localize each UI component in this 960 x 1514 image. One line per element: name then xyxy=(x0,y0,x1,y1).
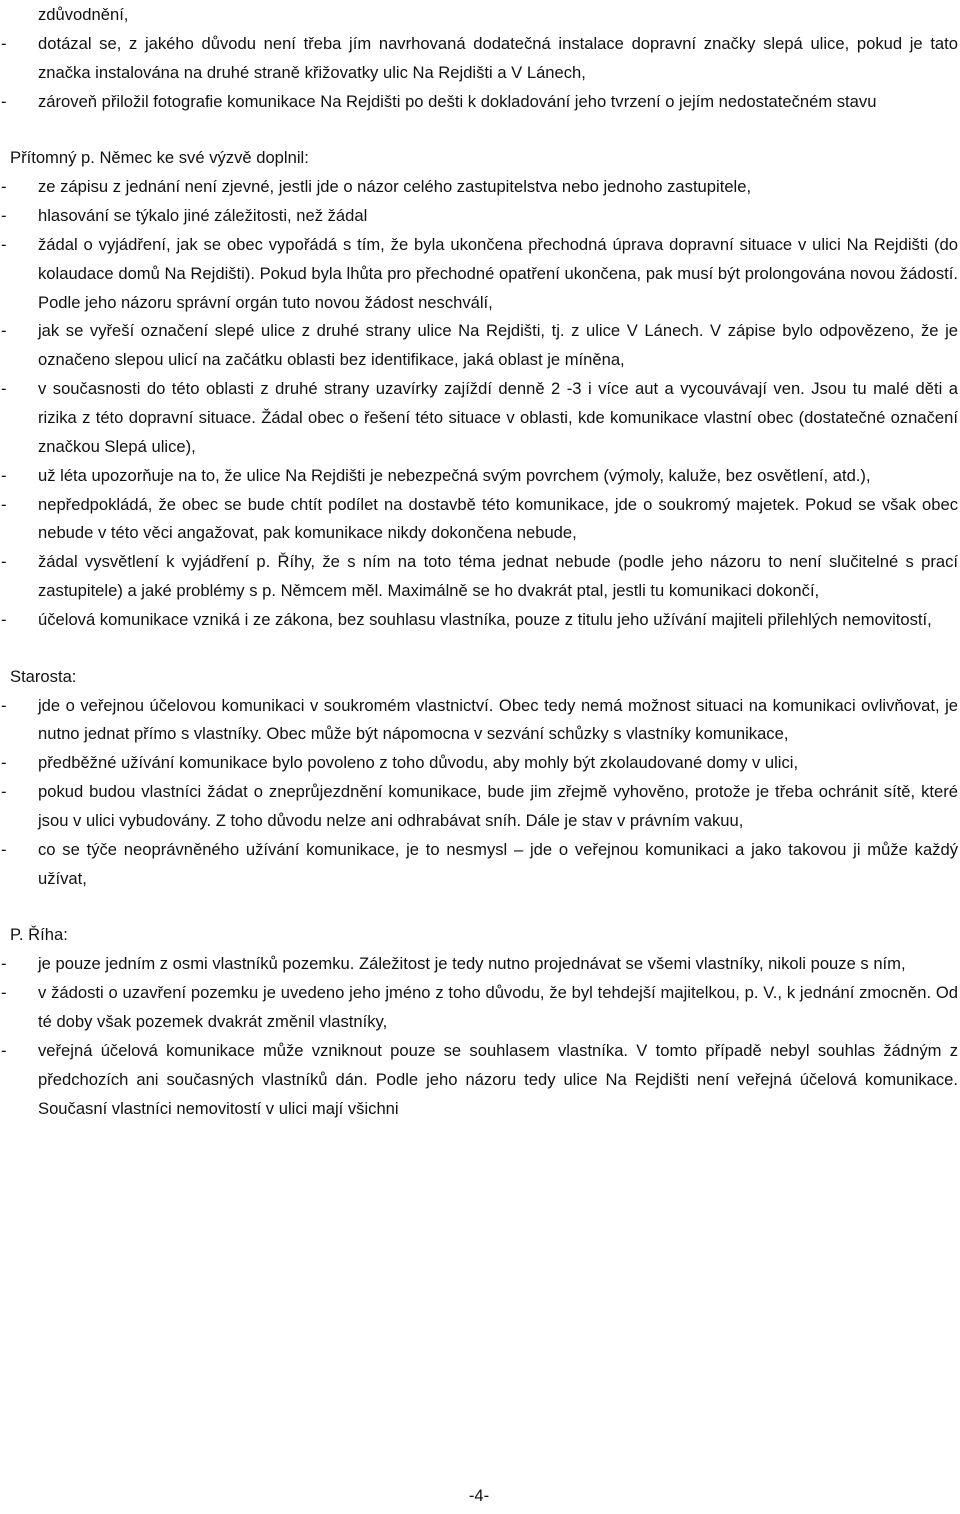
list-item-text: veřejná účelová komunikace může vzniknout pouze se souhlasem vlastníka. V tomto případě nebyl souhlas žádným z předchozích ani současných vlastníků dán. Podle jeho názoru tedy ulice Na Rejdišti není veřejná účelová komunikace. Současní vlastníci nemovitostí v ulici mají všichni xyxy=(38,1040,958,1118)
list-item-text: v žádosti o uzavření pozemku je uvedeno jeho jméno z toho důvodu, že byl tehdejší majitelkou, p. V., k jednání zmocněn. Od té doby však pozemek dvakrát změnil vlastníky, xyxy=(38,983,958,1031)
list-item xyxy=(0,749,958,778)
list-item-text: v současnosti do této oblasti z druhé strany uzavírky zajíždí denně 2 -3 i více aut a vycouvávají ven. Jsou tu malé děti a rizika z této dopravní situace. Žádal obec o řešení této situace v oblasti, kde komunikace vlastní obec (dostatečné označení značkou Slepá ulice), xyxy=(38,379,958,456)
spacer xyxy=(0,116,958,144)
nemec-list xyxy=(0,173,958,635)
section-heading-starosta: Starosta: xyxy=(10,666,77,686)
list-item-text: zároveň přiložil fotografie komunikace Na Rejdišti po dešti k dokladování jeho tvrzení o jejím nedostatečném stavu xyxy=(38,91,877,111)
bullet-dash: - xyxy=(1,91,7,111)
bullet-dash: - xyxy=(1,782,7,802)
list-item-text: pokud budou vlastníci žádat o zneprůjezdnění komunikace, bude jim zřejmě vyhověno, protože je třeba ochránit sítě, které jsou v ulici vybudovány. Z toho důvodu nelze ani odhrabávat sníh. Dále je stav v právním vakuu, xyxy=(38,782,958,830)
list-item-text: žádal o vyjádření, jak se obec vypořádá s tím, že byla ukončena přechodná úprava dopravní situace v ulici Na Rejdišti (do kolaudace domů Na Rejdišti). Pokud byla lhůta pro přechodné opatření ukončena, pak musí být prolongována novou žádostí. Podle jeho názoru správní orgán tuto novou žádost neschválí, xyxy=(38,234,958,312)
list-item xyxy=(0,231,958,318)
list-item-text: už léta upozorňuje na to, že ulice Na Rejdišti je nebezpečná svým povrchem (výmoly, kaluže, bez osvětlení, atd.), xyxy=(38,465,871,485)
bullet-dash: - xyxy=(1,494,7,514)
page-number: -4- xyxy=(468,1486,490,1505)
list-item-text: žádal vysvětlení k vyjádření p. Říhy, že s ním na toto téma jednat nebude (podle jeho názoru to není slučitelné s prací zastupitele) a jaké problémy s p. Němcem měl. Maximálně se ho dvakrát ptal, jestli tu komunikaci dokončí, xyxy=(38,552,958,601)
starosta-list xyxy=(0,692,958,894)
list-item xyxy=(0,548,958,606)
list-item xyxy=(0,1037,958,1124)
spacer xyxy=(0,893,958,921)
list-item xyxy=(0,950,958,979)
section-heading-riha: P. Říha: xyxy=(10,925,68,945)
list-item xyxy=(0,173,958,202)
bullet-dash: - xyxy=(1,234,7,254)
list-item-text: hlasování se týkalo jiné záležitosti, než žádal xyxy=(38,206,368,226)
list-item-text: předběžné užívání komunikace bylo povoleno z toho důvodu, aby mohly být zkolaudované domy v ulici, xyxy=(38,753,799,773)
list-item xyxy=(0,30,958,88)
bullet-dash: - xyxy=(1,206,7,226)
list-item xyxy=(0,491,958,549)
intro-line: zdůvodnění, xyxy=(38,5,129,24)
spacer xyxy=(0,635,958,663)
bullet-dash: - xyxy=(1,321,7,341)
list-item-text: je pouze jedním z osmi vlastníků pozemku. Záležitost je tedy nutno projednávat se všemi vlastníky, nikoli pouze s ním, xyxy=(38,954,906,974)
list-item-text: jak se vyřeší označení slepé ulice z druhé strany ulice Na Rejdišti, tj. z ulice V Lánech. V zápise bylo odpovězeno, že je označeno slepou ulicí na začátku oblasti bez identifikace, jaká oblast je míněna, xyxy=(38,321,958,370)
section-heading-nemec: Přítomný p. Němec ke své výzvě doplnil: xyxy=(10,148,309,168)
bullet-dash: - xyxy=(1,552,7,572)
list-item xyxy=(0,979,958,1037)
bullet-dash: - xyxy=(1,379,7,399)
bullet-dash: - xyxy=(1,753,7,773)
list-item xyxy=(0,778,958,836)
list-item-text: jde o veřejnou účelovou komunikaci v soukromém vlastnictví. Obec tedy nemá možnost situaci na komunikaci ovlivňovat, je nutno jednat přímo s vlastníky. Obec může být nápomocna v sezvání schůzky s vlastníky komunikace, xyxy=(38,695,958,744)
list-item-text: dotázal se, z jakého důvodu není třeba jím navrhovaná dodatečná instalace dopravní značky slepá ulice, pokud je tato značka instalována na druhé straně křižovatky ulic Na Rejdišti a V Lánech, xyxy=(38,33,958,82)
list-item xyxy=(0,317,958,375)
bullet-dash: - xyxy=(1,983,7,1003)
riha-list xyxy=(0,950,958,1123)
list-item xyxy=(0,692,958,750)
list-item xyxy=(0,375,958,462)
bullet-dash: - xyxy=(1,839,7,859)
list-item xyxy=(0,462,958,491)
bullet-dash: - xyxy=(1,465,7,485)
list-item xyxy=(0,88,958,117)
list-item-text: co se týče neoprávněného užívání komunikace, je to nesmysl – jde o veřejnou komunikaci a jako takovou ji může každý užívat, xyxy=(38,839,958,888)
list-item-text: nepředpokládá, že obec se bude chtít podílet na dostavbě této komunikace, jde o soukromý majetek. Pokud se však obec nebude v této věci angažovat, pak komunikace nikdy dokončena nebude, xyxy=(38,494,958,543)
list-item xyxy=(0,606,958,635)
list-item-text: ze zápisu z jednání není zjevné, jestli jde o názor celého zastupitelstva nebo jednoho zastupitele, xyxy=(38,177,752,197)
block-a-list xyxy=(0,30,958,117)
bullet-dash: - xyxy=(1,609,7,629)
list-item xyxy=(0,202,958,231)
bullet-dash: - xyxy=(1,33,7,53)
bullet-dash: - xyxy=(1,695,7,715)
bullet-dash: - xyxy=(1,177,7,197)
list-item xyxy=(0,836,958,894)
bullet-dash: - xyxy=(1,954,7,974)
list-item-text: účelová komunikace vzniká i ze zákona, bez souhlasu vlastníka, pouze z titulu jeho užívání majiteli přilehlých nemovitostí, xyxy=(38,609,932,629)
bullet-dash: - xyxy=(1,1040,7,1060)
